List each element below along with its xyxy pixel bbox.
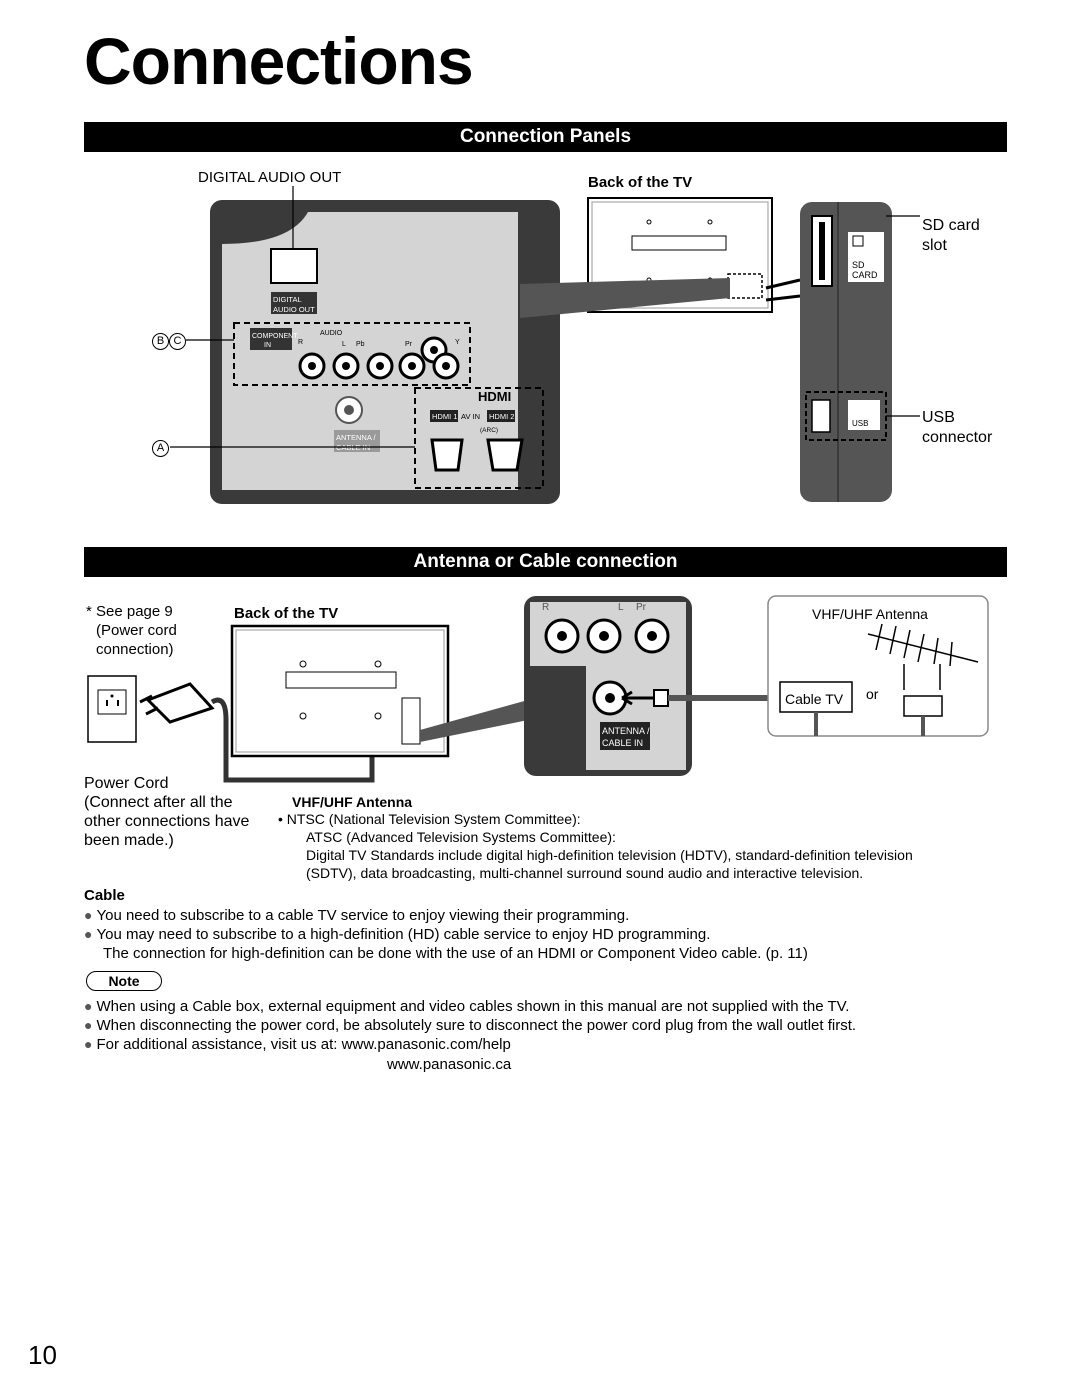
component-label-1: COMPONENT <box>252 333 298 340</box>
hdmi2-label: HDMI 2 <box>489 412 515 421</box>
page-number: 10 <box>28 1340 57 1370</box>
sd-badge-1: SD <box>852 260 865 270</box>
y-label: Y <box>455 339 460 346</box>
vhf-uhf-antenna-label: VHF/UHF Antenna <box>812 606 928 622</box>
power-cord-3: other connections have <box>84 813 250 830</box>
antenna-label-1: ANTENNA / <box>336 433 376 442</box>
zoom-pr: Pr <box>636 602 646 613</box>
power-plug <box>140 684 212 722</box>
callout-c: C <box>169 333 186 350</box>
usb-label-1: USB <box>922 409 955 426</box>
back-of-tv-label-2: Back of the TV <box>234 605 339 622</box>
digital-audio-out-label: DIGITAL AUDIO OUT <box>198 169 342 186</box>
section-header-antenna-cable: Antenna or Cable connection <box>84 547 1007 577</box>
component-label-2: IN <box>264 342 271 349</box>
antenna-label-2: CABLE IN <box>336 443 371 452</box>
note-line-1: ● When using a Cable box, external equipment and video cables shown in this manual are not supplied with the TV. <box>84 997 849 1016</box>
usb-badge: USB <box>852 419 869 428</box>
sd-badge-2: CARD <box>852 270 878 280</box>
vhf-line-2: ATSC (Advanced Television Systems Committee): <box>306 829 616 845</box>
power-cord-4: been made.) <box>84 832 174 849</box>
zoom-r: R <box>542 602 550 613</box>
see-page-3: connection) <box>96 641 174 658</box>
callout-b: B <box>152 333 169 350</box>
pb-label: Pb <box>356 341 365 348</box>
hdmi1-label: HDMI 1 <box>432 412 458 421</box>
digital-audio-port <box>271 249 317 283</box>
cable-tv-label: Cable TV <box>785 691 844 707</box>
hdmi1-port <box>432 440 462 470</box>
av-in-label: AV IN <box>461 412 481 421</box>
cable-line-1: ● You need to subscribe to a cable TV service to enjoy viewing their programming. <box>84 906 629 925</box>
sd-card-label-1: SD card <box>922 217 980 234</box>
l-label: L <box>342 341 346 348</box>
callout-a: A <box>152 440 169 457</box>
cable-line-3: The connection for high-definition can be done with the use of an HDMI or Component Video cable. (p. 11) <box>103 945 808 962</box>
zoom-antenna-1: ANTENNA / <box>602 726 650 736</box>
page-title: Connections <box>84 24 473 98</box>
digital-audio-label-1: DIGITAL <box>273 295 302 304</box>
see-page-2: (Power cord <box>96 622 177 639</box>
usb-label-2: connector <box>922 429 993 446</box>
section-header-connection-panels: Connection Panels <box>84 122 1007 152</box>
usb-port <box>812 400 830 432</box>
zoom-l: L <box>618 602 624 613</box>
note-line-2: ● When disconnecting the power cord, be absolutely sure to disconnect the power cord plug from the wall outlet first. <box>84 1016 856 1035</box>
power-cord-1: Power Cord <box>84 775 169 792</box>
hdmi2-port <box>488 440 522 470</box>
cable-line-2: ● You may need to subscribe to a high-definition (HD) cable service to enjoy HD programming. <box>84 925 710 944</box>
arc-label: (ARC) <box>480 427 499 434</box>
r-label: R <box>298 339 304 346</box>
cable-heading: Cable <box>84 887 125 904</box>
sd-card-label-2: slot <box>922 237 947 254</box>
vhf-line-3: Digital TV Standards include digital high-definition television (HDTV), standard-definition television <box>306 847 913 863</box>
callout-a-wrap <box>152 438 169 457</box>
pr-label: Pr <box>405 341 412 348</box>
hdmi-logo: HDMI <box>478 389 512 404</box>
zoom-antenna-2: CABLE IN <box>602 738 644 748</box>
digital-audio-label-2: AUDIO OUT <box>273 305 315 314</box>
vhf-line-4: (SDTV), data broadcasting, multi-channel surround sound audio and interactive television. <box>306 865 864 881</box>
vhf-line-1: • NTSC (National Television System Committee): <box>278 811 581 827</box>
note-label: Note <box>86 971 162 991</box>
vhf-heading: VHF/UHF Antenna <box>292 794 413 810</box>
or-label: or <box>866 686 879 702</box>
back-of-tv-label: Back of the TV <box>588 174 693 191</box>
note-line-3: ● For additional assistance, visit us at: www.panasonic.com/help <box>84 1035 511 1054</box>
note-url-2: www.panasonic.ca <box>387 1056 512 1073</box>
power-cord-2: (Connect after all the <box>84 794 233 811</box>
callout-bc <box>152 331 186 350</box>
see-page-1: * See page 9 <box>86 603 173 620</box>
audio-label: AUDIO <box>320 330 343 337</box>
